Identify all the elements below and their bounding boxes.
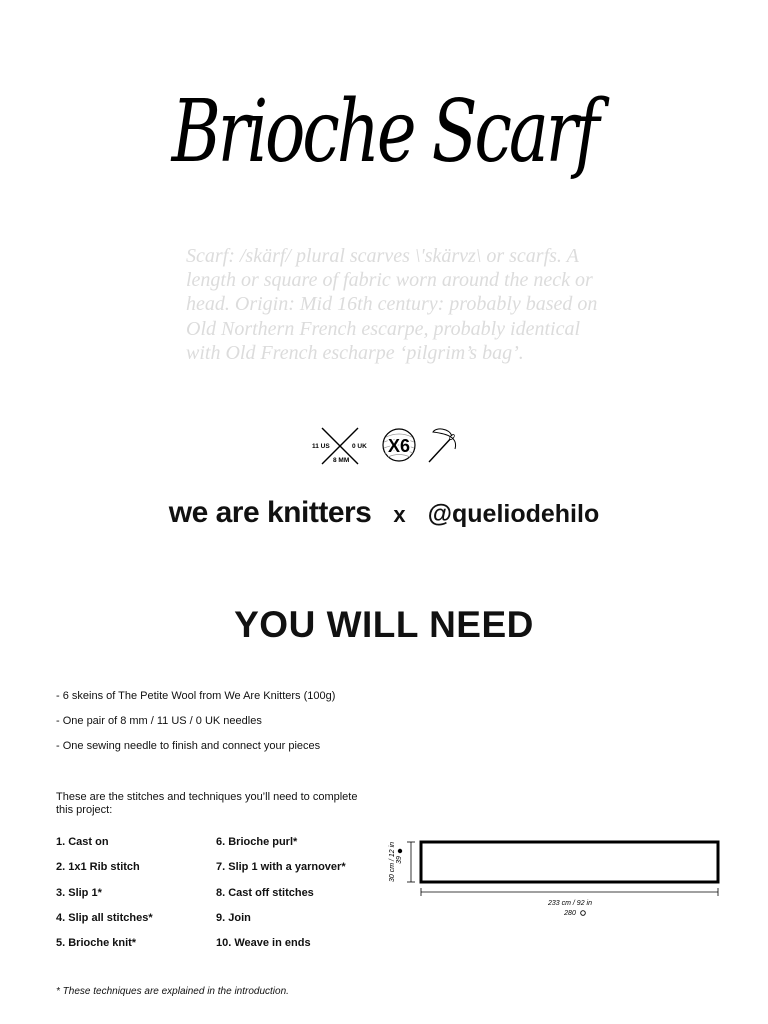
height-rows: 39 bbox=[396, 856, 403, 864]
step-item: 2. 1x1 Rib stitch bbox=[56, 861, 140, 874]
step-item: 8. Cast off stitches bbox=[216, 886, 314, 899]
steps-column-2 bbox=[216, 836, 346, 962]
rows-icon bbox=[398, 849, 402, 853]
step-item: 9. Join bbox=[216, 911, 251, 924]
designer-handle: @queliodehilo bbox=[427, 500, 600, 528]
needle-size-us: 11 US bbox=[312, 443, 330, 450]
step-item: 4. Slip all stitches* bbox=[56, 911, 153, 924]
icons-row bbox=[300, 422, 480, 472]
step-item: 6. Brioche purl* bbox=[216, 836, 298, 848]
scarf-definition: Scarf: /skärf/ plural scarves \'skärvz\ or scarfs. A length or square of fabric worn around the neck or head. Origin: Mid 16th century: probably based on Old Northern French escarpe, probably identical with Old French escharpe ‘pilgrim’s bag’. bbox=[186, 245, 598, 364]
footnote: * These techniques are explained in the introduction. bbox=[56, 986, 289, 997]
material-item: - 6 skeins of The Petite Wool from We Are Knitters (100g) bbox=[56, 690, 336, 702]
height-label: 30 cm / 12 in bbox=[389, 841, 396, 883]
steps-column-1 bbox=[56, 836, 153, 962]
needle-size-uk: 0 UK bbox=[352, 443, 367, 450]
brand-name: we are knitters bbox=[168, 496, 372, 529]
techniques-intro: These are the stitches and techniques you’ll need to complete this project: bbox=[56, 791, 358, 816]
page-title: Brioche Scarf bbox=[171, 82, 597, 182]
you-will-need-heading: YOU WILL NEED bbox=[234, 604, 534, 645]
needles-icon bbox=[312, 428, 367, 464]
step-item: 5. Brioche knit* bbox=[56, 937, 137, 950]
step-item: 1. Cast on bbox=[56, 836, 109, 848]
scarf-outline bbox=[421, 842, 718, 882]
scarf-dimensions-diagram bbox=[384, 836, 724, 922]
brand-separator: x bbox=[393, 502, 406, 527]
skein-count: X6 bbox=[387, 436, 411, 456]
brand-line bbox=[0, 496, 768, 530]
yarn-skein-icon bbox=[383, 429, 415, 461]
width-label: 233 cm / 92 in bbox=[548, 900, 592, 907]
step-item: 3. Slip 1* bbox=[56, 886, 102, 899]
sewing-needle-icon bbox=[429, 429, 456, 462]
needle-size-mm: 8 MM bbox=[333, 457, 350, 464]
step-item: 7. Slip 1 with a yarnover* bbox=[216, 861, 346, 874]
width-stitches: 280 bbox=[564, 910, 576, 917]
step-item: 10. Weave in ends bbox=[216, 937, 311, 950]
stitches-icon bbox=[581, 911, 586, 916]
material-item: - One sewing needle to finish and connect your pieces bbox=[56, 740, 321, 752]
material-item: - One pair of 8 mm / 11 US / 0 UK needles bbox=[56, 715, 262, 727]
materials-list bbox=[56, 690, 335, 765]
